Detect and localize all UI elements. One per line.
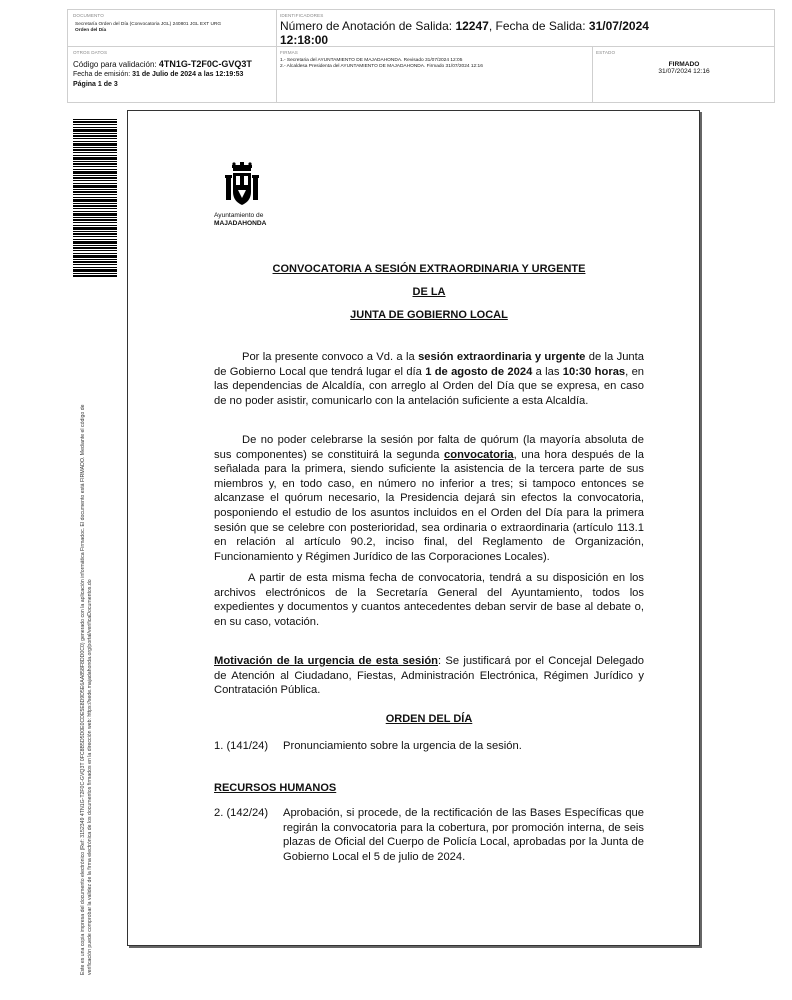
- documento-sub: Orden del Día: [75, 28, 107, 34]
- fecha-emision: Fecha de emisión: 31 de Julio de 2024 a las 12:19:53: [73, 71, 244, 78]
- estado-value: FIRMADO: [668, 61, 700, 68]
- orden-del-dia-title: ORDEN DEL DÍA: [385, 713, 473, 725]
- agenda-item-number: 1. (141/24): [214, 740, 269, 752]
- identificadores-cell: [280, 13, 770, 47]
- otros-datos-cell: [73, 50, 273, 90]
- documento-cell: [73, 13, 273, 35]
- estado-fecha: 31/07/2024 12:16: [658, 68, 710, 75]
- documento-label: DOCUMENTO: [73, 13, 104, 18]
- paragraph-disposicion: A partir de esta misma fecha de convocatoria, tendrá a su disposición en los archivos electrónicos de la Secretaría General del Ayuntamiento, todos los expedientes y documentos y cuantos antecedentes deban servir de base al debate o, en su caso, votación.: [214, 572, 644, 628]
- side-text-line-2: verificación puede comprobar la validez de la firma electrónica de los documentos firmados en la dirección web: https://sede.majadahonda.org/portal/verificaDocumentos.do: [87, 579, 93, 975]
- anotacion-hora: 12:18:00: [280, 33, 329, 47]
- agenda-item-number: 2. (142/24): [214, 807, 269, 819]
- logo-text: [214, 212, 266, 228]
- section-recursos-humanos: RECURSOS HUMANOS: [214, 782, 337, 794]
- side-verification-text: [80, 295, 94, 975]
- firma-2: 2.- Alcaldesa Presidenta del AYUNTAMIENTO DE MAJADAHONDA. Firmado 31/07/2024 12:16: [280, 64, 483, 70]
- firmas-label: FIRMAS: [280, 50, 298, 55]
- codigo-validacion: Código para validación: 4TN1G-T2F0C-GVQ3T: [73, 59, 252, 69]
- logo-line-2: MAJADAHONDA: [214, 220, 267, 227]
- signature-header-table: [67, 9, 775, 103]
- logo-line-1: Ayuntamiento de: [214, 212, 264, 219]
- barcode: [73, 119, 117, 277]
- firmas-cell: [280, 50, 590, 71]
- paragraph-convocatoria: Por la presente convoco a Vd. a la sesión extraordinaria y urgente de la Junta de Gobierno Local que tendrá lugar el día 1 de agosto de 2024 a las 10:30 horas, en las dependencias de Alcaldía, con arreglo al Orden del Día que se expresa, en caso de no poder asistir, comunicarlo con la antelación suficiente a esta Alcaldía.: [214, 351, 645, 407]
- firma-1: 1.- Secretaria del AYUNTAMIENTO DE MAJADAHONDA. Revisado 31/07/2024 12:05: [280, 58, 463, 63]
- side-text-line-1: Este es una copia impresa del documento electrónico (Ref: 3152349 4TN1G-T2F0C-GVQ3T 0FC8B5D5D0E0CDE5E8D9D5E6AA858F8DD0C0) generado con la aplicación informática Firmadoc. El documento está FIRMADO. Mediante el código de: [80, 404, 86, 975]
- title-line-1: CONVOCATORIA A SESIÓN EXTRAORDINARIA Y URGENTE: [272, 263, 586, 275]
- agenda-item-text: Aprobación, si procede, de la rectificación de las Bases Específicas que regirán la convocatoria para la cobertura, por promoción interna, de seis plazas de Oficial del Cuerpo de Policía Local, aprobadas por la Junta de Gobierno Local el 5 de julio de 2024.: [283, 807, 644, 863]
- paragraph-motivacion: Motivación de la urgencia de esta sesión: Se justificará por el Concejal Delegado de Atención al Ciudadano, Fiestas, Administración Electrónica, Régimen Jurídico y Contratación Pública.: [214, 655, 645, 697]
- identificadores-label: IDENTIFICADORES: [280, 13, 324, 18]
- title-line-2: DE LA: [412, 286, 446, 298]
- title-line-3: JUNTA DE GOBIERNO LOCAL: [350, 309, 508, 321]
- estado-cell: [596, 50, 772, 75]
- anotacion-salida: Número de Anotación de Salida: 12247, Fecha de Salida: 31/07/2024: [280, 19, 649, 33]
- otros-label: OTROS DATOS: [73, 50, 108, 55]
- paragraph-quorum: De no poder celebrarse la sesión por falta de quórum (la mayoría absoluta de sus componentes) se constituirá la segunda convocatoria, una hora después de la señalada para la primera, siendo suficiente la asistencia de la tercera parte de sus miembros y, en todo caso, en número no inferior a tres; si tampoco entonces se alcanzase el quórum necesario, la Presidencia dejará sin efectos la convocatoria, posponiendo el estudio de los asuntos incluidos en el Orden del Día para la primera sesión que se celebre con posterioridad, sea ordinaria o extraordinaria (artículo 113.1 en relación al artículo 90.2, inciso final, del Reglamento de Organización, Funcionamiento y Régimen Jurídico de las Corporaciones Locales).: [214, 434, 644, 563]
- estado-label: ESTADO: [596, 50, 616, 55]
- pagina: Página 1 de 3: [73, 81, 118, 88]
- documento-title: Secretaría Orden del Día (Convocatoria JGL) 240801 JGL EXT URG: [75, 22, 222, 27]
- agenda-item-text: Pronunciamiento sobre la urgencia de la sesión.: [283, 740, 522, 752]
